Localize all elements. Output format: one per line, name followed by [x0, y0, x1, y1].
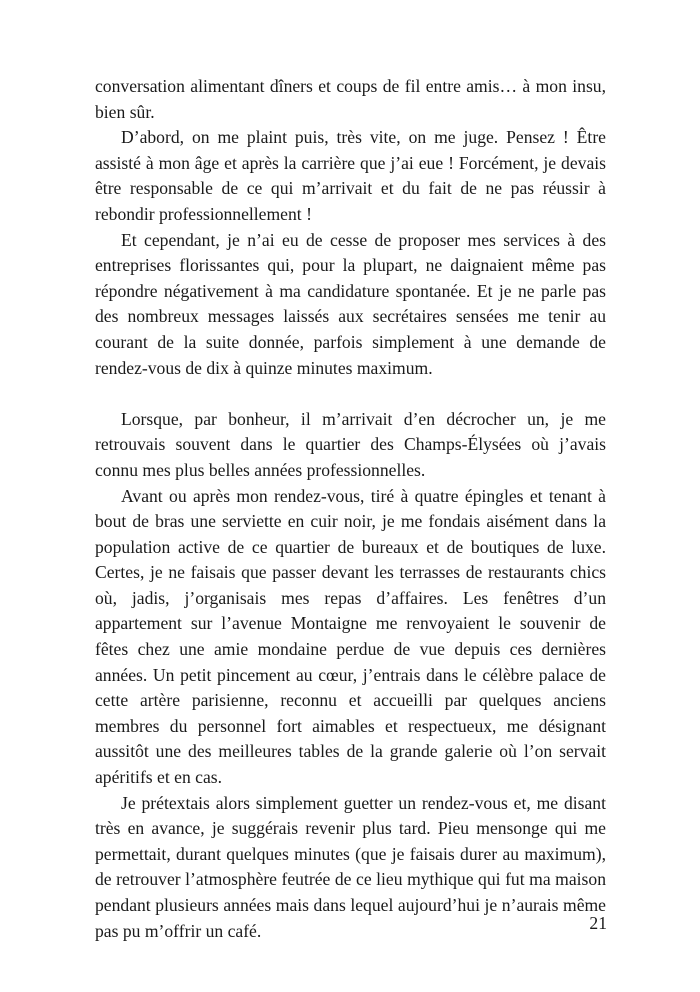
- paragraph-job-search: Et cependant, je n’ai eu de cesse de proposer mes services à des entreprises florissantes qui, pour la plupart, ne daignaient même pas répondre négativement à ma candidature spontanée. Et je ne parle pas des nombreux messages laissés aux secrétaires sensées me tenir au courant de la suite donnée, parfois simplement à une demande de rendez-vous de dix à quinze minutes maximum.: [95, 229, 606, 378]
- page-body: [95, 74, 606, 944]
- section-continuation: [95, 74, 606, 381]
- paragraph-appointments: Lorsque, par bonheur, il m’arrivait d’en décrocher un, je me retrouvais souvent dans le quartier des Champs-Élysées où j’avais connu mes plus belles années professionnelles.: [95, 408, 606, 480]
- paragraph-judgement: D’abord, on me plaint puis, très vite, on me juge. Pensez ! Être assisté à mon âge et après la carrière que j’ai eue ! Forcément, je devais être responsable de ce qui m’arrivait et du fait de ne pas réussir à rebondir professionnellement !: [95, 127, 606, 224]
- paragraph-neighborhood: Avant ou après mon rendez-vous, tiré à quatre épingles et tenant à bout de bras une serviette en cuir noir, je me fondais aisément dans la population active de ce quartier de bureaux et de boutiques de luxe. Certes, je ne faisais que passer devant les terrasses de restaurants chics où, jadis, j’organisais mes repas d’affaires. Les fenêtres d’un appartement sur l’avenue Montaigne me renvoyaient le souvenir de fêtes chez une amie mondaine perdue de vue depuis ces dernières années. Un petit pincement au cœur, j’entrais dans le célèbre palace de cette artère parisienne, reconnu et accueilli par quelques anciens membres du personnel fort aimables et respectueux, me désignant aussitôt une des meilleures tables de la grande galerie où l’on servait apéritifs et en cas.: [95, 485, 606, 788]
- page-number: 21: [589, 913, 607, 933]
- paragraph-continued: conversation alimentant dîners et coups de fil entre amis… à mon insu, bien sûr.: [95, 76, 606, 122]
- paragraph-pretext: Je prétextais alors simplement guetter un rendez-vous et, me disant très en avance, je suggérais revenir plus tard. Pieu mensonge qui me permettait, durant quelques minutes (que je faisais durer au maximum), de retrouver l’atmosphère feutrée de ce lieu mythique qui fut ma maison pendant plusieurs années mais dans lequel aujourd’hui je n’aurais même pas pu m’offrir un café.: [95, 792, 606, 941]
- section-break: [95, 381, 606, 407]
- section-champs-elysees: [95, 407, 606, 944]
